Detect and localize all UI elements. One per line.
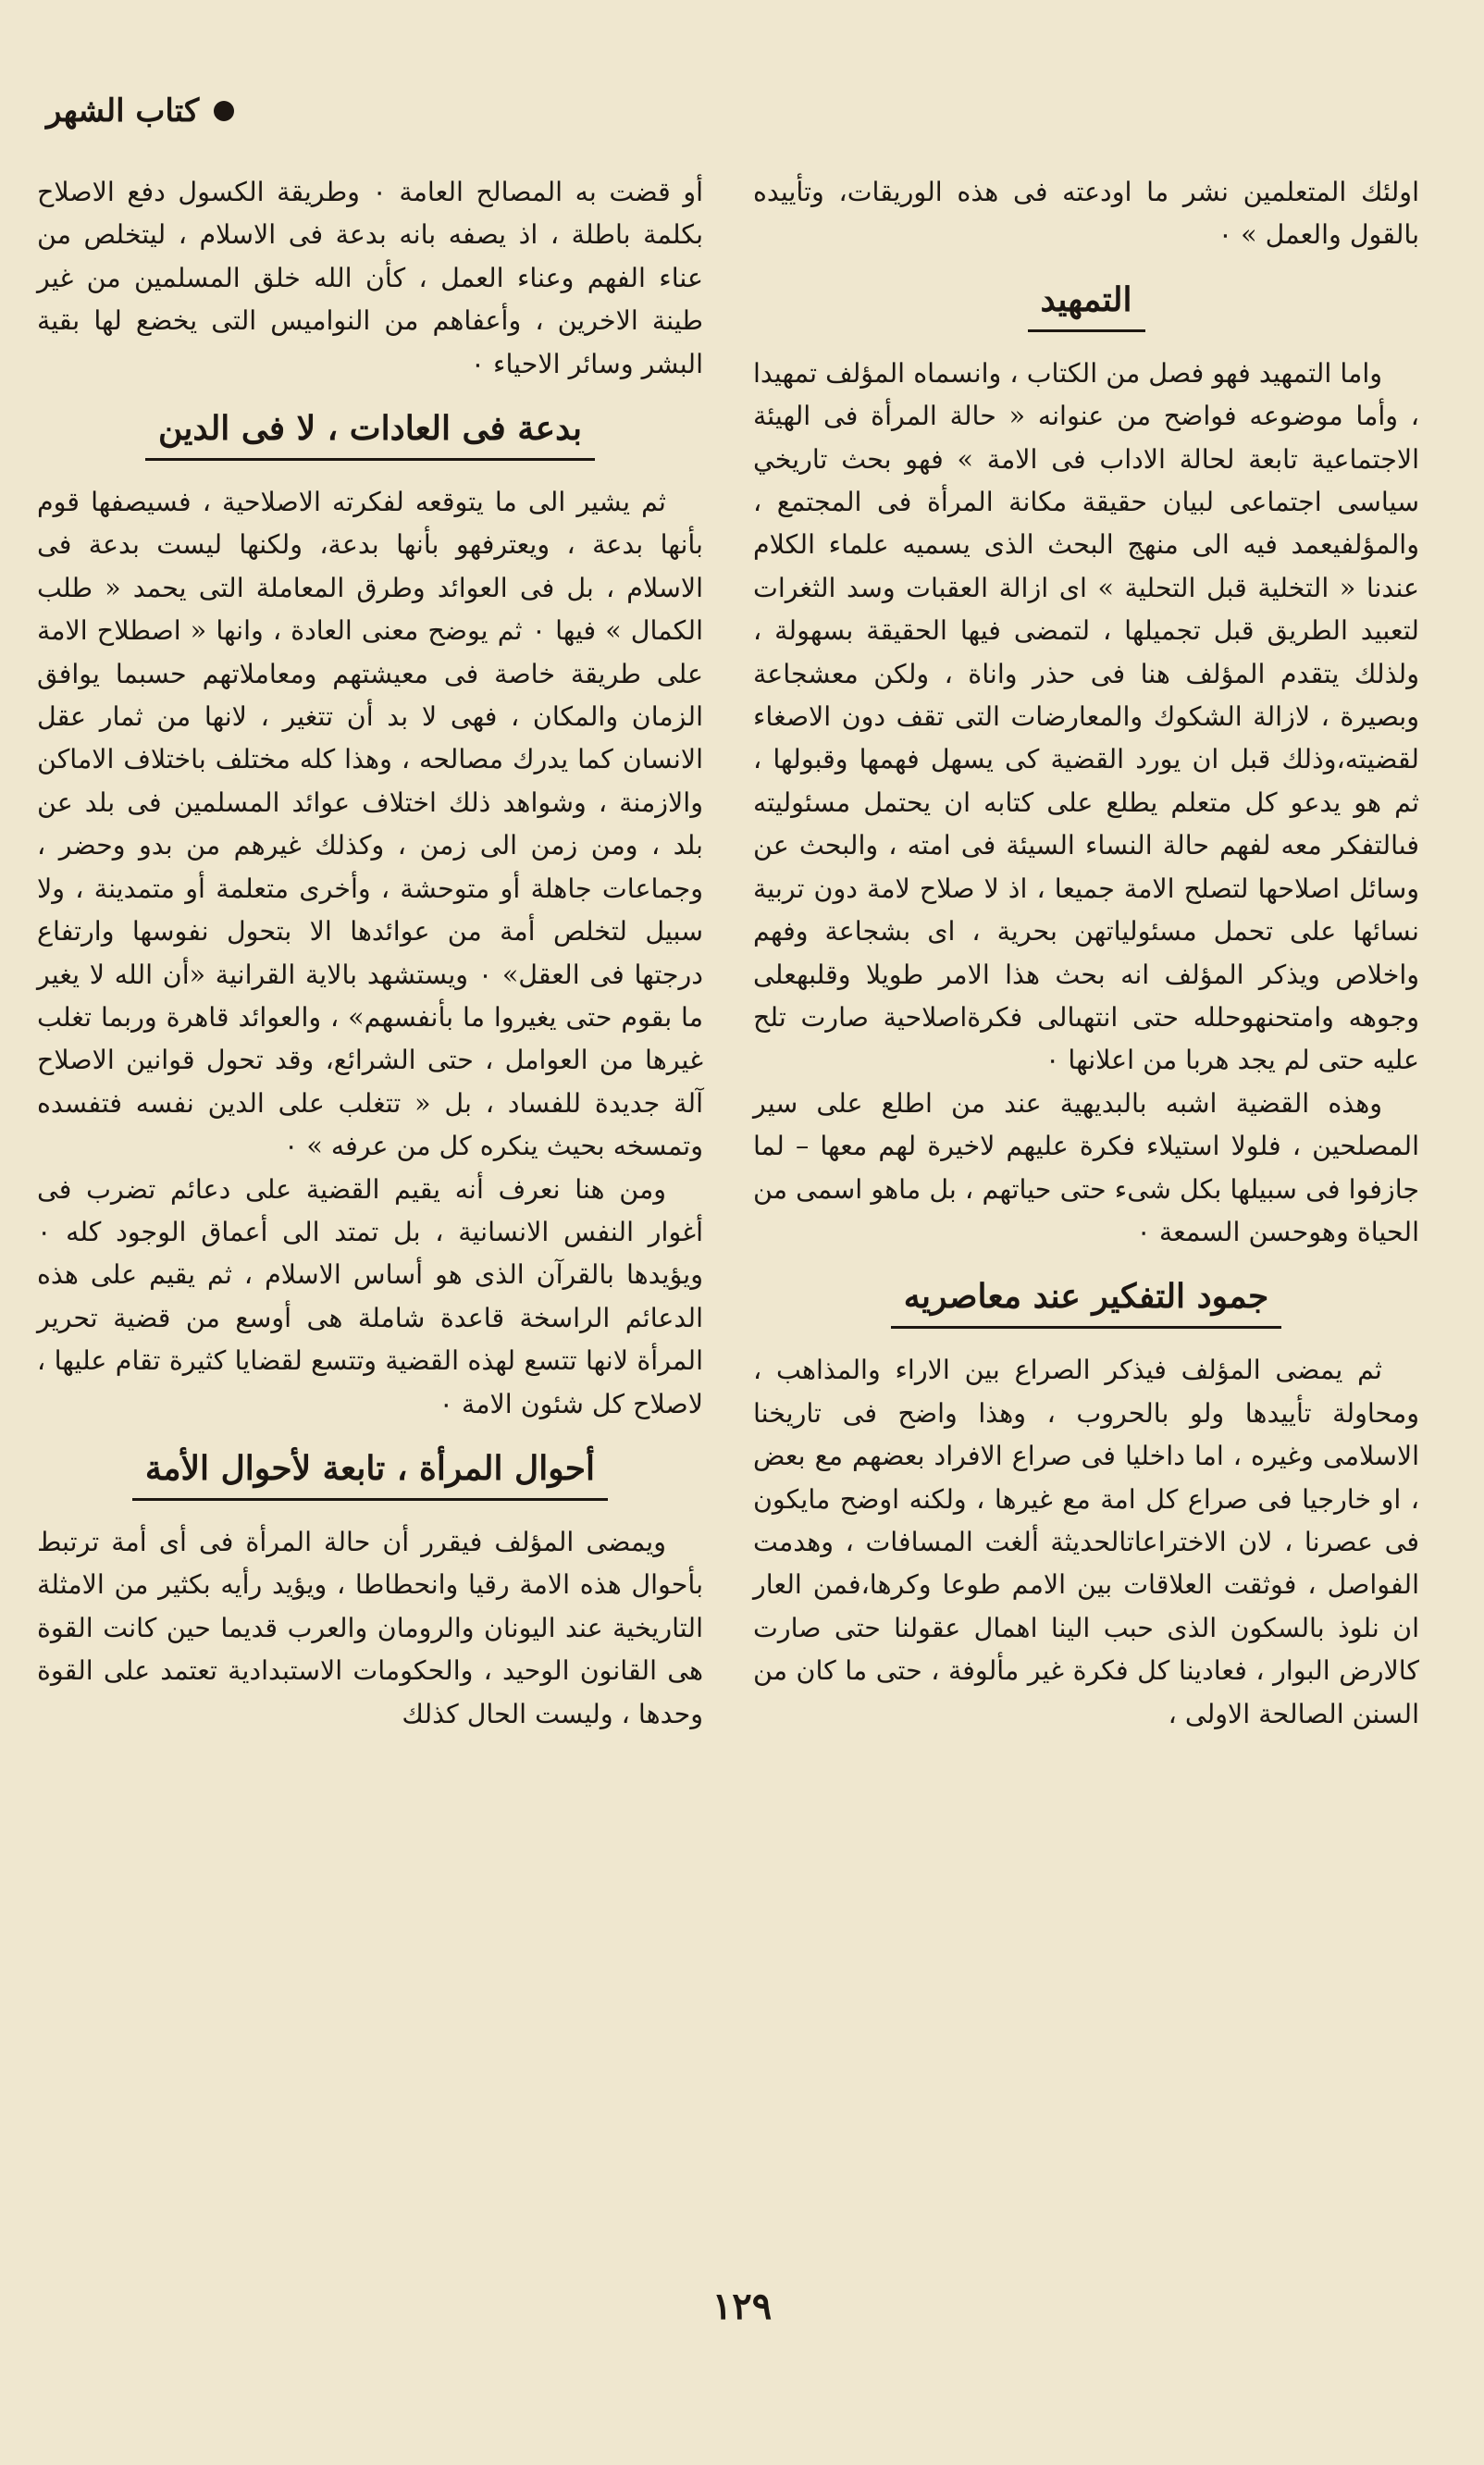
- section-heading-text: جمود التفكير عند معاصريه: [891, 1270, 1282, 1329]
- paragraph: ومن هنا نعرف أنه يقيم القضية على دعائم تضرب فى أغوار النفس الانسانية ، بل تمتد الى أعماق الوجود كله ٠ ويؤيدها بالقرآن الذى هو أساس الاسلام ، ثم يقيم على هذه الدعائم الراسخة قاعدة شاملة هى أوسع من قضية تحرير المرأة لانها تتسع لهذه القضية وتتسع لقضايا كثيرة تقام عليها ، لاصلاح كل شئون الامة ٠: [37, 1173, 703, 1419]
- paragraph: اولئك المتعلمين نشر ما اودعته فى هذه الوريقات، وتأييده بالقول والعمل » ٠: [753, 177, 1419, 251]
- paragraph: واما التمهيد فهو فصل من الكتاب ، وانسماه المؤلف تمهيدا ، وأما موضوعه فواضح من عنوانه « حالة المرأة فى الهيئة الاجتماعية تابعة لحالة الاداب فى الامة » فهو بحث تاريخي سياسى اجتماعى لبيان حقيقة مكانة المرأة فى المجتمع ، والمؤلفيعمد فيه الى منهج البحث الذى يسميه علماء الكلام عندنا « التخلية قبل التحلية » اى ازالة العقبات وسد الثغرات لتعبيد الطريق قبل تجميلها ، لتمضى فيها الحقيقة بسهولة ، ولذلك يتقدم المؤلف هنا فى حذر واناة ، ولكن معشجاعة وبصيرة ، لازالة الشكوك والمعارضات التى تقف دون الاصغاء لقضيته،وذلك قبل ان يورد القضية كى يسهل فهمها وقبولها ، ثم هو يدعو كل متعلم يطلع على كتابه ان يحتمل مسئوليته فىالتفكر معه لفهم حالة النساء السيئة فى امته ، والبحث عن وسائل اصلاحها لتصلح الامة جميعا ، اذ لا صلاح لامة دون تربية نسائها على تحمل مسئولياتهن بحرية ، اى بشجاعة وفهم واخلاص ويذكر المؤلف انه بحث هذا الامر طويلا وقلبهعلى وجوهه وامتحنهوحلله حتى انتهىالى فكرةاصلاحية صارت تلح عليه حتى لم يجد هربا من اعلانها ٠: [753, 357, 1419, 1076]
- left-column: [37, 171, 703, 1736]
- paragraph: وهذه القضية اشبه بالبديهية عند من اطلع على سير المصلحين ، فلولا استيلاء فكرة عليهم لاخيرة لهم معها – لما جازفوا فى سبيلها بكل شىء حتى حياتهم ، بل ماهو اسمى من الحياة وهوحسن السمعة ٠: [753, 1087, 1419, 1247]
- running-head-title: كتاب الشهر: [46, 93, 200, 130]
- section-heading: [37, 403, 703, 461]
- section-heading: [753, 274, 1419, 332]
- running-head: [46, 93, 234, 130]
- bullet-icon: [214, 101, 234, 121]
- section-heading-text: بدعة فى العادات ، لا فى الدين: [145, 403, 595, 461]
- paragraph: ويمضى المؤلف فيقرر أن حالة المرأة فى أى أمة ترتبط بأحوال هذه الامة رقيا وانحطاطا ، ويؤيد رأيه بكثير من الامثلة التاريخية عند اليونان والرومان والعرب قديما حين كانت القوة هى القانون الوحيد ، والحكومات الاستبدادية تعتمد على القوة وحدها ، وليست الحال كذلك: [37, 1526, 703, 1729]
- section-heading-text: التمهيد: [1028, 274, 1145, 332]
- paragraph: ثم يمضى المؤلف فيذكر الصراع بين الاراء والمذاهب ، ومحاولة تأييدها ولو بالحروب ، وهذا واضح فى تاريخنا الاسلامى وغيره ، اما داخليا فى صراع الافراد بعضهم مع بعض ، او خارجيا فى صراع كل امة مع غيرها ، ولكنه اوضح مايكون فى عصرنا ، لان الاختراعاتالحديثة ألغت المسافات ، وهدمت الفواصل ، فوثقت العلاقات بين الامم طوعا وكرها،فمن العار ان نلوذ بالسكون الذى حبب الينا اهمال عقولنا حتى صارت كالارض البوار ، فعادينا كل فكرة غير مألوفة ، حتى ما كان من السنن الصالحة الاولى ،: [753, 1355, 1419, 1729]
- right-column: [753, 171, 1419, 1736]
- page-number: ١٢٩: [711, 2285, 773, 2328]
- section-heading: [37, 1443, 703, 1501]
- paragraph: أو قضت به المصالح العامة ٠ وطريقة الكسول دفع الاصلاح بكلمة باطلة ، اذ يصفه بانه بدعة فى الاسلام ، ليتخلص من عناء الفهم وعناء العمل ، كأن الله خلق المسلمين من غير طينة الاخرين ، وأعفاهم من النواميس التى يخضع لها بقية البشر وسائر الاحياء ٠: [37, 177, 703, 379]
- section-heading: [753, 1270, 1419, 1329]
- paragraph: ثم يشير الى ما يتوقعه لفكرته الاصلاحية ، فسيصفها قوم بأنها بدعة ، ويعترفهو بأنها بدعة، ولكنها ليست بدعة فى الاسلام ، بل فى العوائد وطرق المعاملة التى يحمد « طلب الكمال » فيها ٠ ثم يوضح معنى العادة ، وانها « اصطلاح الامة على طريقة خاصة فى معيشتهم ومعاملاتهم حسبما يوافق الزمان والمكان ، فهى لا بد أن تتغير ، لانها من ثمار عقل الانسان كما يدرك مصالحه ، وهذا كله مختلف باختلاف الاماكن والازمنة ، وشواهد ذلك اختلاف عوائد المسلمين فى بلد عن بلد ، ومن زمن الى زمن ، وكذلك غيرهم من بدو وحضر ، وجماعات جاهلة أو متوحشة ، وأخرى متعلمة أو متمدينة ، ولا سبيل لتخلص أمة من عوائدها الا بتحول نفوسها وارتفاع درجتها فى العقل» ٠ ويستشهد بالاية القرانية «أن الله لا يغير ما بقوم حتى يغيروا ما بأنفسهم» ، والعوائد قاهرة وربما تغلب غيرها من العوامل ، حتى الشرائع، وقد تحول قوانين الاصلاح آلة جديدة للفساد ، بل « تتغلب على الدين نفسه فتفسده وتمسخه بحيث ينكره كل من عرفه » ٠: [37, 487, 703, 1162]
- section-heading-text: أحوال المرأة ، تابعة لأحوال الأمة: [132, 1443, 608, 1501]
